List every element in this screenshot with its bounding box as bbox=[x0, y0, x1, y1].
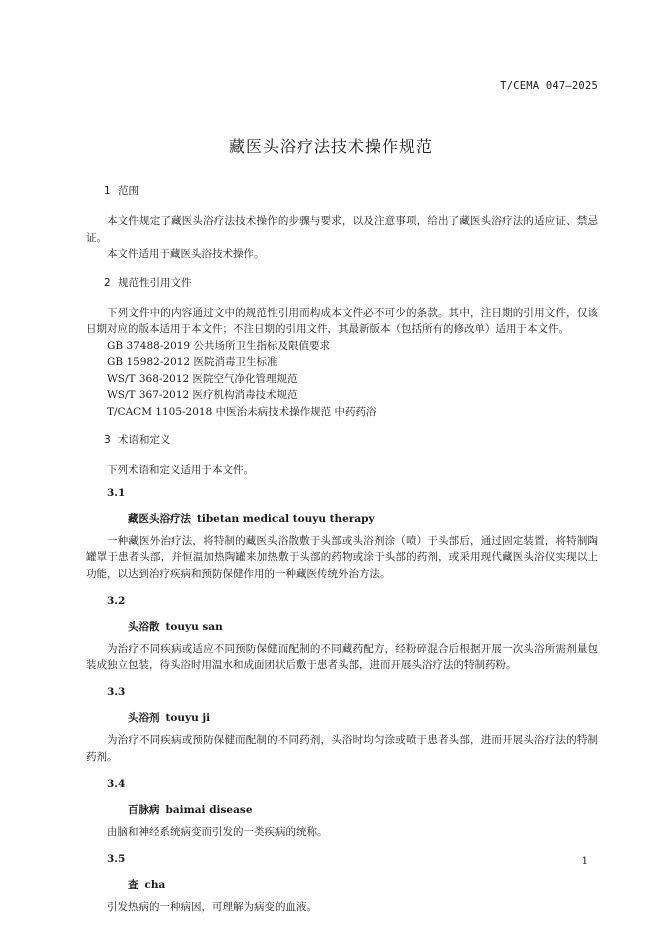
term-definition: 一种藏医外治疗法，将特制的藏医头浴散敷于头部或头浴剂涂（喷）于头部后，通过固定装置，将特制陶罐罩于患者头部，并恒温加热陶罐来加热敷于头部的药物或涂于头部的药剂，或采用现代藏医头浴仪实现以上功能，以达到治疗疾病和预防保健作用的一种藏医传统外治方法。 bbox=[86, 534, 598, 580]
section-heading-references bbox=[86, 275, 598, 291]
reference-document: WS/T 367-2012 医疗机构消毒技术规范 bbox=[107, 389, 298, 401]
terms-intro: 下列术语和定义适用于本文件。 bbox=[107, 464, 254, 476]
section-title: 术语和定义 bbox=[118, 434, 171, 446]
term-name bbox=[86, 511, 598, 527]
scope-paragraph: 本文件规定了藏医头浴疗法技术操作的步骤与要求，以及注意事项，给出了藏医头浴疗法的适应证、禁忌证。 bbox=[86, 215, 598, 244]
term-name-en: touyu ji bbox=[165, 712, 211, 724]
term-number: 3.1 bbox=[107, 486, 126, 499]
term-name-zh: 查 bbox=[128, 878, 139, 891]
term-name-en: baimai disease bbox=[165, 803, 253, 816]
term-name-en: cha bbox=[144, 878, 166, 891]
reference-document: WS/T 368-2012 医院空气净化管理规范 bbox=[107, 372, 298, 385]
term-number: 3.3 bbox=[107, 686, 126, 698]
term-number: 3.5 bbox=[107, 852, 126, 865]
term-number: 3.2 bbox=[107, 594, 126, 607]
scope-paragraph: 本文件适用于藏医头浴技术操作。 bbox=[107, 248, 265, 260]
term-name-en: touyu san bbox=[165, 620, 223, 633]
section-number: 3 bbox=[104, 434, 111, 446]
term-name-zh: 头浴剂 bbox=[128, 712, 160, 724]
term-name-zh: 头浴散 bbox=[128, 620, 160, 633]
term-definition: 引发热病的一种病因，可理解为病变的血液。 bbox=[107, 900, 317, 913]
page-number: 1 bbox=[581, 856, 588, 867]
document-code: T/CEMA 047—2025 bbox=[500, 80, 598, 92]
reference-document: T/CACM 1105-2018 中医治未病技术操作规范 中药药浴 bbox=[107, 405, 377, 418]
term-name-zh: 百脉病 bbox=[128, 803, 160, 816]
section-number: 2 bbox=[104, 276, 111, 289]
term-definition: 由脑和神经系统病变而引发的一类疾病的统称。 bbox=[107, 825, 328, 838]
section-heading-scope bbox=[86, 183, 598, 199]
term-name-zh: 藏医头浴疗法 bbox=[128, 512, 191, 525]
reference-document: GB 15982-2012 医院消毒卫生标准 bbox=[107, 356, 278, 368]
reference-document: GB 37488-2019 公共场所卫生指标及限值要求 bbox=[107, 339, 330, 352]
term-name-en: tibetan medical touyu therapy bbox=[197, 512, 375, 525]
term-number: 3.4 bbox=[107, 777, 126, 790]
term-name bbox=[86, 802, 598, 818]
section-number: 1 bbox=[104, 185, 111, 197]
references-intro: 下列文件中的内容通过文中的规范性引用而构成本文件必不可少的条款。其中，注日期的引用文件，仅该日期对应的版本适用于本文件；不注日期的引用文件，其最新版本（包括所有的修改单）适用于本文件。 bbox=[86, 306, 598, 335]
term-name bbox=[86, 619, 598, 635]
document-body bbox=[86, 183, 598, 926]
section-title: 范围 bbox=[118, 185, 139, 197]
page-title: 藏医头浴疗法技术操作规范 bbox=[228, 137, 433, 156]
section-title: 规范性引用文件 bbox=[118, 276, 192, 289]
term-name bbox=[86, 877, 598, 893]
term-definition: 为治疗不同疾病或适应不同预防保健而配制的不同藏药配方，经粉碎混合后根据开展一次头浴所需剂量包装成独立包装，待头浴时用温水和成面团状后敷于患者头部，进而开展头浴疗法的特制药粉。 bbox=[86, 642, 598, 671]
term-name bbox=[86, 710, 598, 726]
term-definition: 为治疗不同疾病或预防保健而配制的不同药剂，头浴时均匀涂或喷于患者头部，进而开展头浴疗法的特制药剂。 bbox=[86, 734, 598, 763]
section-heading-terms bbox=[86, 432, 598, 448]
